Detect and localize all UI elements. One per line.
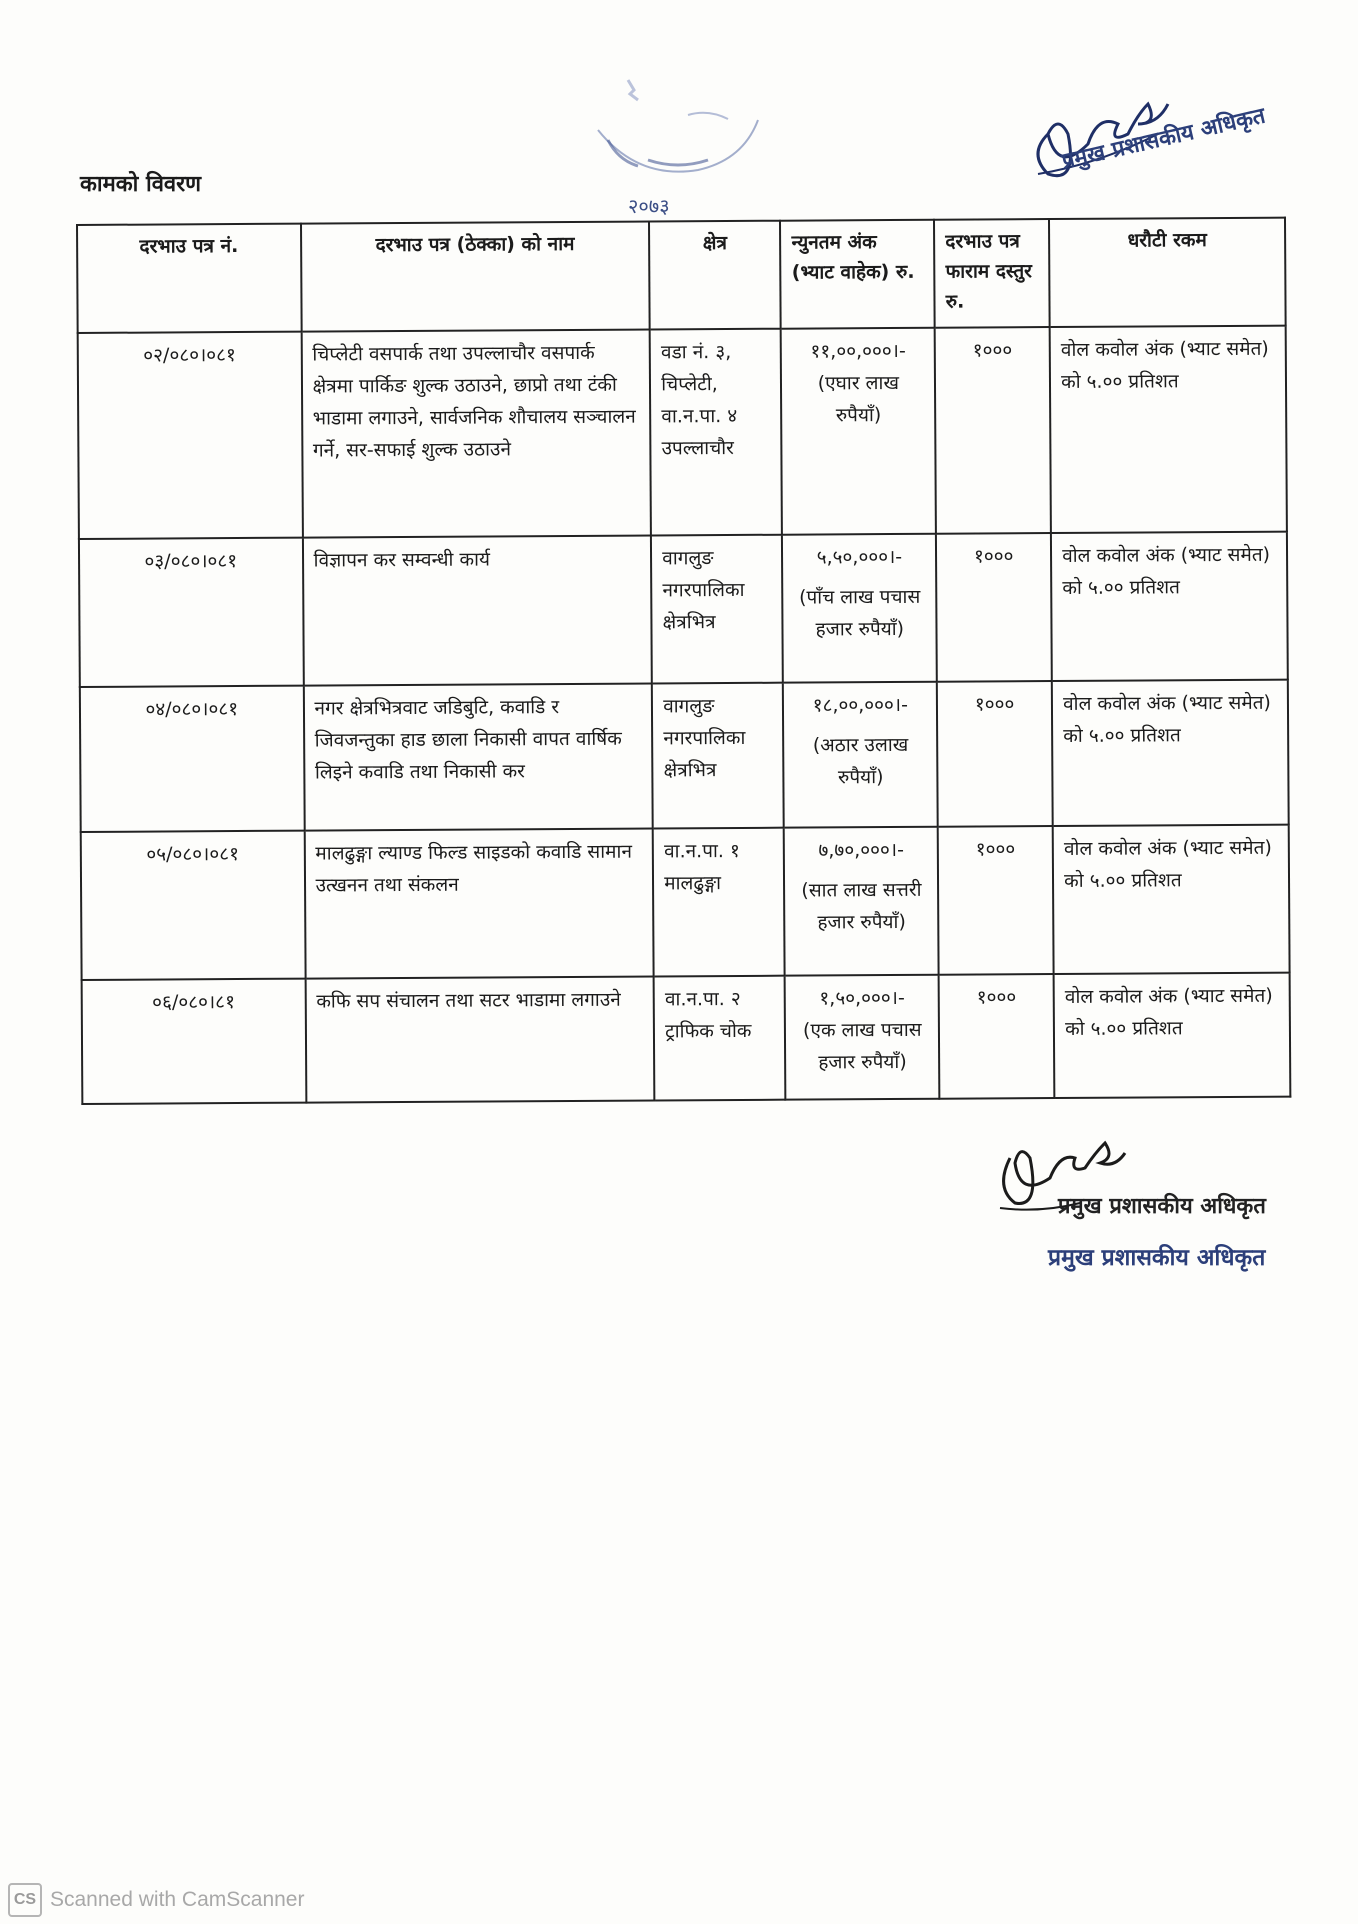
row-name: नगर क्षेत्रभित्रवाट जडिबुटि, कवाडि र जिवजन्तुका हाड छाला निकासी वापत वार्षिक लिइने कवाडि तथा निकासी कर: [303, 683, 653, 830]
header-deposit: धरौटी रकम: [1049, 218, 1286, 327]
table-row: [78, 326, 1287, 539]
row-number: ०२/०८०।०८१: [78, 332, 303, 539]
tender-table: [76, 217, 1291, 1105]
row-fee: १०००: [939, 974, 1055, 1099]
row-amount-words: (अठार उलाख रुपैयाँ): [812, 733, 909, 789]
row-amount-words: (एक लाख पचास हजार रुपैयाँ): [802, 1018, 922, 1074]
camscanner-watermark: [8, 1884, 304, 1916]
row-name: चिप्लेटी वसपार्क तथा उपल्लाचौर वसपार्क क्षेत्रमा पार्किङ शुल्क उठाउने, छाप्रो तथा टंकी भाडामा लगाउने, सार्वजनिक शौचालय सञ्चालन गर्ने, सर-सफाई शुल्क उठाउने: [301, 329, 651, 537]
row-amount: [785, 975, 940, 1100]
table-row: [79, 532, 1288, 687]
table-header-row: [77, 218, 1286, 333]
row-area: वा.न.पा. २ ट्राफिक चोक: [654, 976, 786, 1101]
table-row: [82, 973, 1291, 1104]
row-amount-value: १८,००,०००।-: [812, 693, 909, 717]
row-amount-value: ७,७०,०००।-: [818, 838, 904, 862]
row-deposit: वोल कवोल अंक (भ्याट समेत) को ५.०० प्रतिशत: [1050, 326, 1287, 533]
row-area: वा.न.पा. १ मालढुङ्गा: [653, 828, 785, 977]
table-row: [81, 825, 1290, 980]
row-fee: १०००: [936, 533, 1052, 682]
row-area: वागलुङ नगरपालिका क्षेत्रभित्र: [651, 535, 783, 684]
row-amount: [781, 328, 936, 535]
page-heading: कामको विवरण: [80, 172, 202, 197]
row-number: ०३/०८०।०८१: [79, 538, 303, 687]
row-deposit: वोल कवोल अंक (भ्याट समेत) को ५.०० प्रतिशत: [1054, 973, 1291, 1098]
signature-top-title: प्रमुख प्रशासकीय अधिकृत: [1059, 103, 1268, 175]
row-amount: [784, 827, 939, 976]
camscanner-text: Scanned with CamScanner: [50, 1888, 305, 1911]
header-form-fee: दरभाउ पत्र फाराम दस्तुर रु.: [934, 219, 1050, 328]
office-stamp: [578, 60, 778, 220]
row-amount-words: (पाँच लाख पचास हजार रुपैयाँ): [798, 585, 921, 641]
row-amount-words: (सात लाख सत्तरी हजार रुपैयाँ): [801, 878, 922, 934]
row-amount-value: ११,००,०००।-: [810, 339, 906, 363]
header-min-amount: न्युनतम अंक (भ्याट वाहेक) रु.: [780, 220, 934, 329]
signature-bottom-title: प्रमुख प्रशासकीय अधिकृत: [1048, 1245, 1266, 1271]
row-area: वागलुङ नगरपालिका क्षेत्रभित्र: [652, 683, 784, 829]
row-amount: [783, 682, 938, 828]
row-fee: १०००: [935, 327, 1051, 534]
signature-bottom-line1: प्रमुख प्रशासकीय अधिकृत: [1058, 1194, 1266, 1219]
row-number: ०५/०८०।०८१: [81, 831, 305, 980]
row-name: मालढुङ्गा ल्याण्ड फिल्ड साइडको कवाडि सामान उत्खनन तथा संकलन: [304, 828, 654, 978]
stamp-year: २०७३: [628, 194, 670, 218]
row-amount-value: १,५०,०००।-: [819, 986, 905, 1010]
row-deposit: वोल कवोल अंक (भ्याट समेत) को ५.०० प्रतिशत: [1053, 825, 1290, 974]
header-name: दरभाउ पत्र (ठेक्का) को नाम: [301, 221, 650, 331]
row-name: विज्ञापन कर सम्वन्धी कार्य: [302, 535, 652, 685]
row-deposit: वोल कवोल अंक (भ्याट समेत) को ५.०० प्रतिशत: [1051, 532, 1288, 681]
row-deposit: वोल कवोल अंक (भ्याट समेत) को ५.०० प्रतिशत: [1052, 680, 1289, 826]
header-area: क्षेत्र: [649, 221, 781, 330]
row-amount-words: (एघार लाख रुपैयाँ): [817, 371, 900, 427]
row-amount: [782, 534, 937, 683]
camscanner-logo-icon: CS: [8, 1883, 42, 1917]
row-fee: १०००: [938, 826, 1054, 975]
row-number: ०६/०८०।८१: [82, 979, 306, 1104]
row-amount-value: ५,५०,०००।-: [816, 545, 903, 569]
row-area: वडा नं. ३, चिप्लेटी, वा.न.पा. ४ उपल्लाचौर: [650, 329, 783, 536]
row-name: कफि सप संचालन तथा सटर भाडामा लगाउने: [305, 976, 654, 1102]
header-number: दरभाउ पत्र नं.: [77, 224, 301, 333]
table-row: [80, 680, 1289, 832]
row-number: ०४/०८०।०८१: [80, 686, 304, 832]
row-fee: १०००: [937, 681, 1053, 827]
